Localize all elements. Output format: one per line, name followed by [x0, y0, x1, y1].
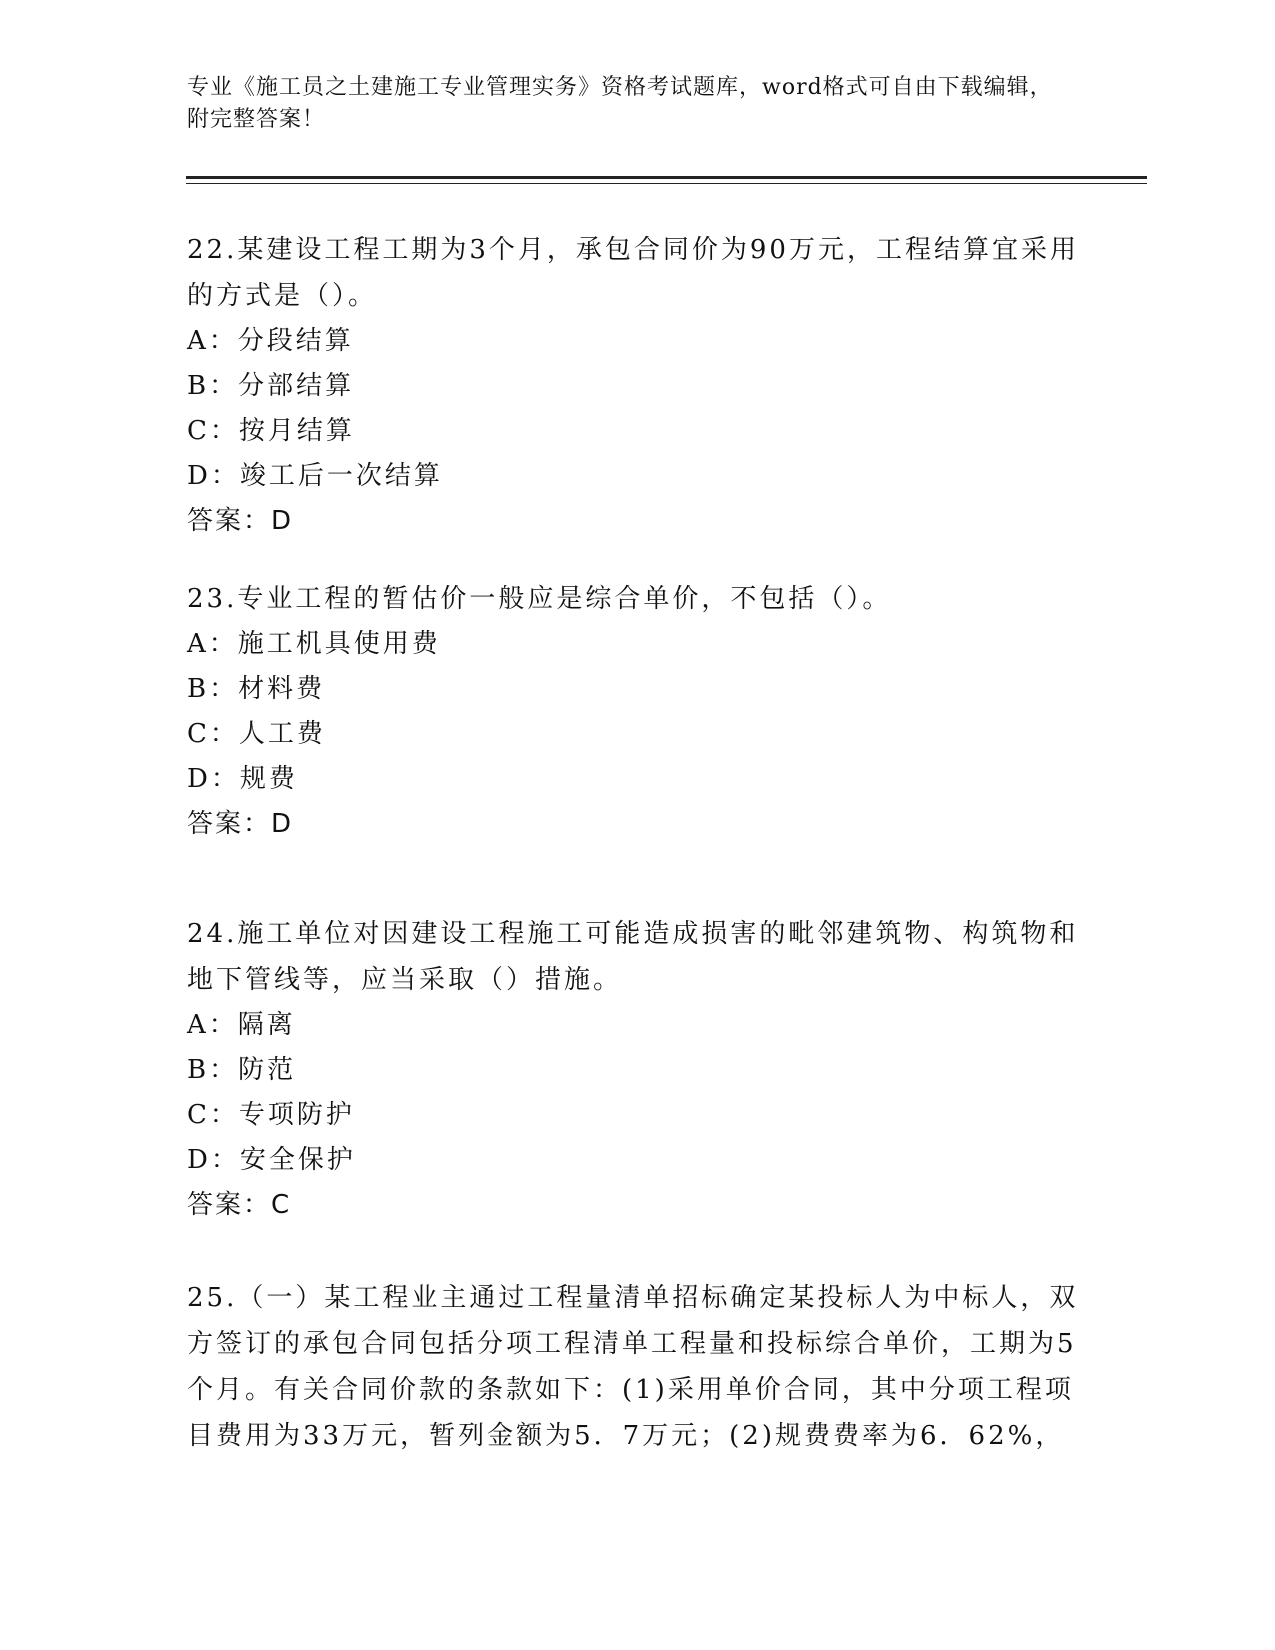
option-b: B：材料费 — [187, 674, 326, 704]
question-stem: 23.专业工程的暂估价一般应是综合单价，不包括（）。 — [187, 584, 892, 614]
option-c: C：人工费 — [187, 719, 326, 749]
answer-value: D — [271, 506, 294, 536]
question-stem: 22.某建设工程工期为3个月，承包合同价为90万元，工程结算宜采用的方式是（）。 — [187, 235, 1079, 311]
header-divider-thick — [186, 176, 1147, 179]
answer-line — [187, 499, 1082, 544]
option-b: B：防范 — [187, 1055, 297, 1085]
option-d: D：规费 — [187, 764, 298, 794]
question-22 — [187, 227, 1082, 544]
answer-value: C — [271, 1190, 292, 1220]
document-header: 专业《施工员之土建施工专业管理实务》资格考试题库，word格式可自由下载编辑，附完整答案！ — [187, 75, 1053, 132]
question-25 — [187, 1275, 1082, 1459]
option-a: A：施工机具使用费 — [187, 629, 441, 659]
answer-label: 答案： — [187, 506, 272, 536]
option-a: A：隔离 — [187, 1010, 296, 1040]
answer-label: 答案： — [187, 809, 272, 839]
question-stem: 25.（一）某工程业主通过工程量清单招标确定某投标人为中标人，双方签订的承包合同包括分项工程清单工程量和投标综合单价，工期为5个月。有关合同价款的条款如下：(1)采用单价合同，其中分项工程项目费用为33万元，暂列金额为5．7万元；(2)规费费率为6．62%， — [187, 1283, 1079, 1451]
answer-value: D — [271, 809, 294, 839]
answer-line — [187, 1183, 1082, 1228]
option-c: C：专项防护 — [187, 1100, 355, 1130]
answer-line — [187, 802, 1082, 847]
question-24 — [187, 911, 1082, 1228]
header-divider-thin — [186, 183, 1147, 184]
option-c: C：按月结算 — [187, 416, 355, 446]
option-a: A：分段结算 — [187, 326, 354, 356]
question-stem: 24.施工单位对因建设工程施工可能造成损害的毗邻建筑物、构筑物和地下管线等，应当采取（）措施。 — [187, 919, 1079, 995]
option-b: B：分部结算 — [187, 371, 355, 401]
question-23 — [187, 576, 1082, 847]
option-d: D：竣工后一次结算 — [187, 461, 443, 491]
option-d: D：安全保护 — [187, 1145, 356, 1175]
answer-label: 答案： — [187, 1190, 272, 1220]
